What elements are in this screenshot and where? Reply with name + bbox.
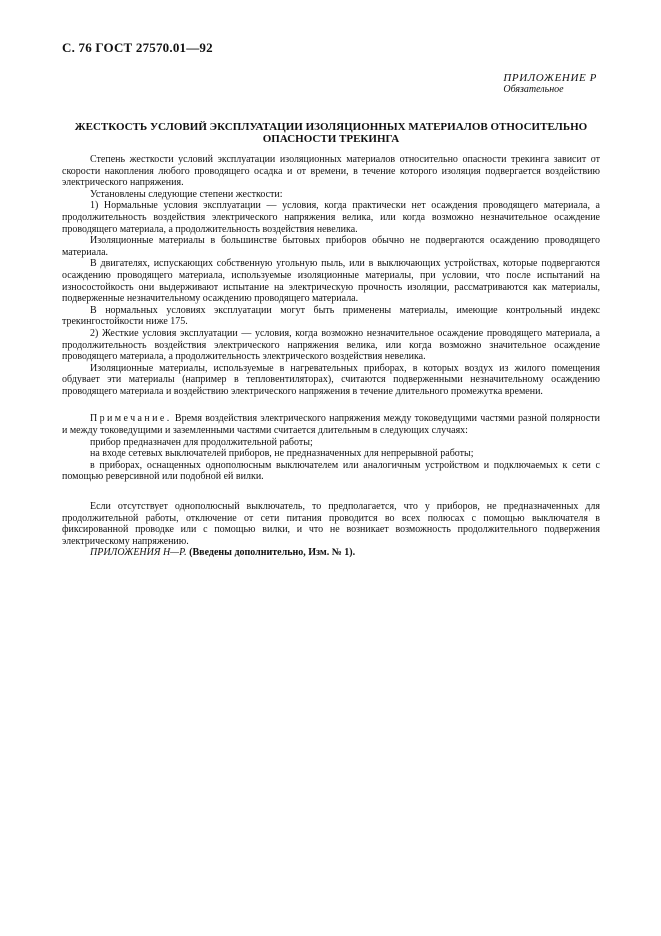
paragraph: Установлены следующие степени жесткости: <box>90 188 283 200</box>
paragraph: 2) Жесткие условия эксплуатации — условия, когда возможно незначительное осаждение проводящего материала, а продолжительность воздействия электрического напряжения велика, или когда возможно значительное осаждение проводящего материала, а продолжительность электрического воздействия невелика. <box>62 327 600 363</box>
paragraph: Если отсутствует однополюсный выключатель, то предполагается, что у приборов, не предназначенных для продолжительной работы, отключение от сети питания проводится во всех полюсах с помощью выключателя в фиксированной проводке или с помощью вилки, и что не возникает возможность продолжительного подвержения электрическому напряжению. <box>62 501 600 547</box>
paragraph: В нормальных условиях эксплуатации могут быть применены материалы, имеющие контрольный индекс трекингостойкости ниже 175. <box>62 304 600 328</box>
amendment-appendices: ПРИЛОЖЕНИЯ Н—Р. <box>90 547 187 559</box>
document-title: ЖЕСТКОСТЬ УСЛОВИЙ ЭКСПЛУАТАЦИИ ИЗОЛЯЦИОННЫХ МАТЕРИАЛОВ ОТНОСИТЕЛЬНО ОПАСНОСТИ ТРЕКИНГА <box>74 121 588 145</box>
appendix-subtitle: Обязательное <box>503 84 564 95</box>
note-item: прибор предназначен для продолжительной работы; <box>90 436 313 448</box>
note-text: Время воздействия электрического напряжения между токоведущими частями разной полярности и между токоведущими и заземленными частями считается длительным в следующих случаях: <box>62 413 600 437</box>
page-header: С. 76 ГОСТ 27570.01—92 <box>62 40 213 55</box>
amendment-text: (Введены дополнительно, Изм. № 1). <box>189 547 356 559</box>
document-body <box>62 154 600 559</box>
note-paragraph <box>62 413 600 436</box>
paragraph: Изоляционные материалы, используемые в нагревательных приборах, в которых воздух из жилого помещения обдувает эти материалы (например в тепловентиляторах), считаются подверженными незначительному осаждению проводящего материала и воздействию электрического напряжения в течение длительного промежутка времени. <box>62 362 600 397</box>
paragraph: Изоляционные материалы в большинстве бытовых приборов обычно не подвергаются осаждению проводящего материала. <box>62 235 600 258</box>
paragraph: Степень жесткости условий эксплуатации изоляционных материалов относительно опасности трекинга зависит от скорости накопления любого проводящего осадка и от времени, в течение которого изоляция подвергается воздействию электрического напряжения. <box>62 154 600 189</box>
amendment-note <box>62 547 600 559</box>
paragraph: 1) Нормальные условия эксплуатации — условия, когда практически нет осаждения проводящего материала, а продолжительность воздействия электрического напряжения велика, или когда возможно незначительное осаждение проводящего материала, а продолжительность воздействия невелика. <box>62 200 600 235</box>
appendix-label <box>503 72 597 96</box>
note-label: Примечание. <box>90 413 172 425</box>
paragraph: В двигателях, испускающих собственную угольную пыль, или в выключающих устройствах, которые подвергаются осаждению проводящего материала, используемые изоляционные материалы, при условии, что после испытаний на износостойкость они выдерживают испытание на электрическую прочность изоляции, рассматриваются как материалы, подверженные незначительному осаждению проводящего материала. <box>62 258 600 305</box>
appendix-title: ПРИЛОЖЕНИЕ Р <box>503 72 597 84</box>
note-item: в приборах, оснащенных однополюсным выключателем или аналогичным устройством и подключаемых к сети с помощью реверсивной или подобной ей вилки. <box>62 459 600 483</box>
note-item: на входе сетевых выключателей приборов, не предназначенных для непрерывной работы; <box>90 448 474 460</box>
